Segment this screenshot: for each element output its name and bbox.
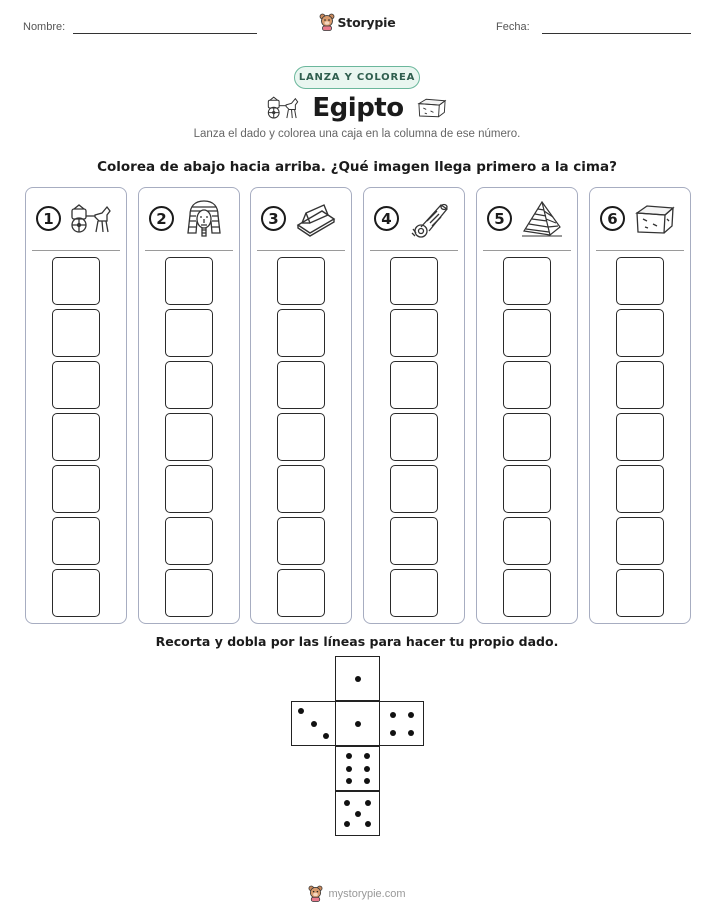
color-box[interactable] xyxy=(277,569,325,617)
die-pip xyxy=(346,753,352,759)
die-pip xyxy=(365,800,371,806)
column-4 xyxy=(363,187,465,624)
color-box[interactable] xyxy=(390,569,438,617)
die-pip xyxy=(408,730,414,736)
die-pip xyxy=(298,708,304,714)
color-box[interactable] xyxy=(616,361,664,409)
die-pip xyxy=(323,733,329,739)
stone-block-icon xyxy=(633,199,677,239)
color-box[interactable] xyxy=(616,569,664,617)
column-divider xyxy=(257,250,345,251)
color-box[interactable] xyxy=(52,257,100,305)
color-box[interactable] xyxy=(165,361,213,409)
die-pip xyxy=(390,712,396,718)
color-box[interactable] xyxy=(503,309,551,357)
name-label: Nombre: xyxy=(23,21,66,33)
color-box[interactable] xyxy=(390,413,438,461)
color-box[interactable] xyxy=(277,361,325,409)
die-pip xyxy=(408,712,414,718)
color-box[interactable] xyxy=(277,257,325,305)
column-number: 5 xyxy=(487,206,512,231)
die-pip xyxy=(355,721,361,727)
column-divider xyxy=(596,250,684,251)
column-divider xyxy=(370,250,458,251)
color-box[interactable] xyxy=(52,569,100,617)
die-pip xyxy=(344,821,350,827)
coloring-instruction: Colorea de abajo hacia arriba. ¿Qué imagen llega primero a la cima? xyxy=(97,159,617,175)
column-6 xyxy=(589,187,691,624)
chariot-icon xyxy=(266,95,300,121)
die-face-4 xyxy=(379,701,424,746)
color-box[interactable] xyxy=(616,309,664,357)
activity-badge: LANZA Y COLOREA xyxy=(294,66,420,89)
footer-url: mystorypie.com xyxy=(328,887,406,900)
color-box[interactable] xyxy=(616,257,664,305)
stone-block-icon xyxy=(416,96,448,120)
color-box[interactable] xyxy=(390,257,438,305)
column-3 xyxy=(250,187,352,624)
footer xyxy=(0,885,714,902)
color-box[interactable] xyxy=(277,517,325,565)
die-pip xyxy=(355,811,361,817)
bear-mascot-icon xyxy=(319,13,335,31)
color-box[interactable] xyxy=(277,465,325,513)
color-box[interactable] xyxy=(165,517,213,565)
die-face-3 xyxy=(291,701,336,746)
color-box[interactable] xyxy=(503,517,551,565)
column-5 xyxy=(476,187,578,624)
column-divider xyxy=(483,250,571,251)
color-box[interactable] xyxy=(616,413,664,461)
color-box[interactable] xyxy=(277,413,325,461)
color-box[interactable] xyxy=(503,361,551,409)
die-pip xyxy=(364,766,370,772)
subtitle: Lanza el dado y colorea una caja en la columna de ese número. xyxy=(193,128,521,140)
color-box[interactable] xyxy=(165,309,213,357)
pyramid-icon xyxy=(520,199,564,239)
color-box[interactable] xyxy=(390,361,438,409)
color-box[interactable] xyxy=(390,517,438,565)
color-box[interactable] xyxy=(52,361,100,409)
brand-logo xyxy=(0,13,714,36)
gold-bar-icon xyxy=(294,199,338,239)
color-box[interactable] xyxy=(165,257,213,305)
page-title: Egipto xyxy=(312,93,404,123)
column-number: 3 xyxy=(261,206,286,231)
brand-name: Storypie xyxy=(337,14,396,30)
color-box[interactable] xyxy=(52,465,100,513)
color-box[interactable] xyxy=(277,309,325,357)
die-face-1 xyxy=(335,701,380,746)
column-number: 4 xyxy=(374,206,399,231)
die-pip xyxy=(390,730,396,736)
color-box[interactable] xyxy=(503,413,551,461)
die-pip xyxy=(311,721,317,727)
die-pip xyxy=(344,800,350,806)
column-2 xyxy=(138,187,240,624)
die-pip xyxy=(346,766,352,772)
date-label: Fecha: xyxy=(496,21,530,33)
die-pip xyxy=(346,778,352,784)
color-box[interactable] xyxy=(503,569,551,617)
color-box[interactable] xyxy=(52,517,100,565)
color-box[interactable] xyxy=(52,309,100,357)
chariot-icon xyxy=(69,199,113,239)
die-face-6 xyxy=(335,746,380,791)
column-number: 6 xyxy=(600,206,625,231)
color-box[interactable] xyxy=(165,569,213,617)
color-box[interactable] xyxy=(503,465,551,513)
bear-mascot-icon xyxy=(308,885,323,902)
die-pip xyxy=(355,676,361,682)
color-box[interactable] xyxy=(390,309,438,357)
die-instruction: Recorta y dobla por las líneas para hacer tu propio dado. xyxy=(155,634,559,649)
column-divider xyxy=(145,250,233,251)
column-number: 1 xyxy=(36,206,61,231)
die-pip xyxy=(365,821,371,827)
die-face-5 xyxy=(335,791,380,836)
color-box[interactable] xyxy=(390,465,438,513)
column-number: 2 xyxy=(149,206,174,231)
color-box[interactable] xyxy=(616,517,664,565)
color-box[interactable] xyxy=(503,257,551,305)
die-face-1 xyxy=(335,656,380,701)
pharaoh-mask-icon xyxy=(182,199,226,239)
die-pip xyxy=(364,778,370,784)
color-box[interactable] xyxy=(616,465,664,513)
color-box[interactable] xyxy=(165,413,213,461)
papyrus-scroll-icon xyxy=(407,199,451,239)
die-pip xyxy=(364,753,370,759)
column-divider xyxy=(32,250,120,251)
color-box[interactable] xyxy=(165,465,213,513)
column-1 xyxy=(25,187,127,624)
color-box[interactable] xyxy=(52,413,100,461)
